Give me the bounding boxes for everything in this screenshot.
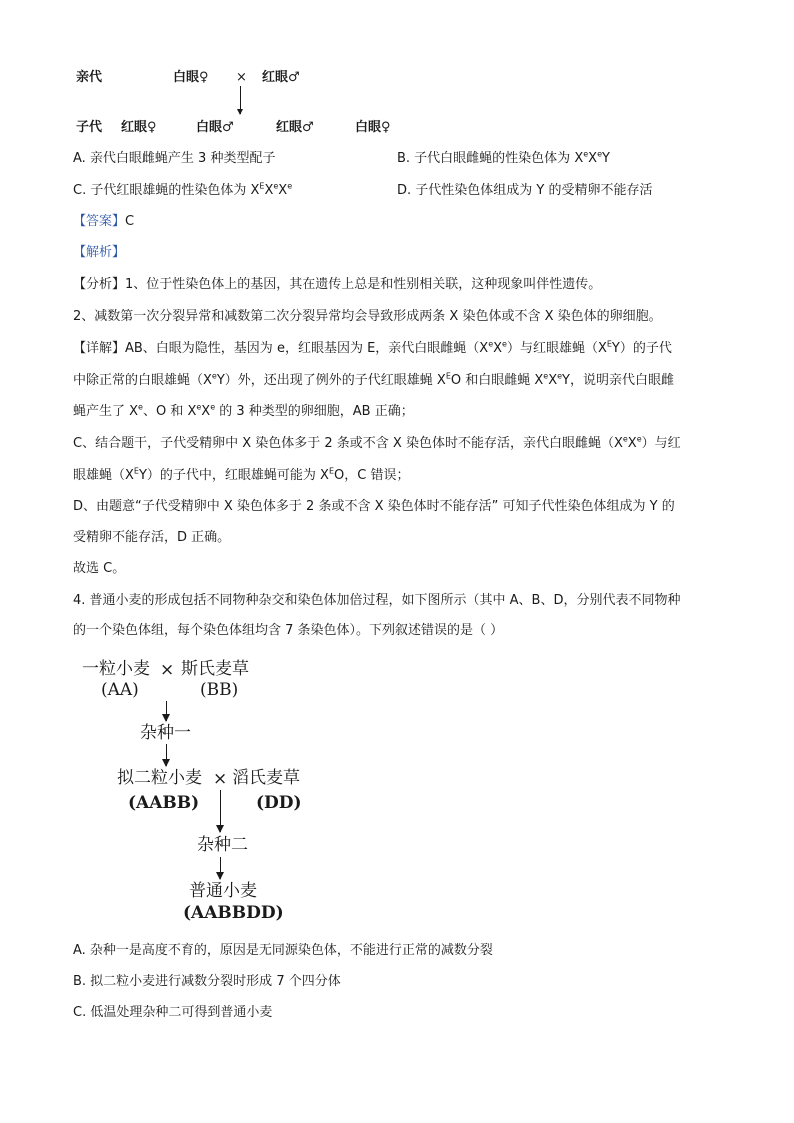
offspring-item: 白眼♀	[355, 120, 391, 135]
offspring-item: 白眼♂	[196, 120, 234, 135]
analysis-line-1: 【分析】1、位于性染色体上的基因，其在遗传上总是和性别相关联，这种现象叫伴性遗传。	[73, 277, 602, 292]
cross-arrow	[240, 86, 241, 114]
q4-option-c: C. 低温处理杂种二可得到普通小麦	[73, 1005, 273, 1020]
answer-label: 【答案】	[73, 214, 126, 229]
q3-option-d: D. 子代性染色体组成为 Y 的受精卵不能存活	[397, 183, 653, 198]
answer	[73, 213, 134, 231]
detail-line-1: 【详解】AB、白眼为隐性，基因为 e，红眼基因为 E，亲代白眼雌蝇（XeXe）与红眼雄蝇$(X^EY)$的子代	[73, 339, 672, 356]
q3-option-b: B. 子代白眼雌蝇的性染色体为 XeXeY	[397, 149, 610, 166]
analysis-label: 【解析】	[73, 245, 126, 260]
cross-symbol: ×	[236, 70, 247, 85]
genome-bb: (BB)	[200, 680, 239, 700]
diagram-arrow	[166, 701, 167, 721]
detail-line-7: 受精卵不能存活，D 正确。	[73, 530, 231, 545]
species-common-wheat: 普通小麦	[189, 881, 257, 901]
detail-line-3: 蝇产生了 Xe、O 和 XeXe 的 3 种类型的卵细胞，AB 正确；	[73, 402, 414, 419]
detail-line-2: 中除正常的白眼雄蝇（XeY）外，还出现了例外的子代红眼雄蝇 $X^EO$ 和白眼雌蝇 XeXeY，说明亲代白眼雌	[73, 371, 674, 388]
q3-option-a: A. 亲代白眼雌蝇产生 3 种类型配子	[73, 151, 276, 166]
q3-option-c: C. 子代红眼雄蝇的性染色体为 $X^EXeXe$	[73, 181, 293, 198]
parent-female: 白眼♀	[173, 70, 209, 85]
offspring-item: 红眼♀	[121, 120, 157, 135]
diagram-arrow	[166, 744, 167, 766]
hybrid-two: 杂种二	[197, 835, 248, 855]
q4-option-b: B. 拟二粒小麦进行减数分裂时形成 7 个四分体	[73, 974, 341, 989]
parent-male: 红眼♂	[262, 70, 300, 85]
offspring-generation-label: 子代	[76, 120, 103, 135]
parent-generation-label: 亲代	[76, 70, 103, 85]
q4-stem-line-1: 4. 普通小麦的形成包括不同物种杂交和染色体加倍过程，如下图所示（其中 A、B、D，分别代表不同物种	[73, 593, 681, 608]
diagram-arrow	[220, 857, 221, 879]
genome-aabbdd: (AABBDD)	[183, 903, 284, 923]
species-emmer: 拟二粒小麦	[117, 768, 202, 788]
diagram-arrow	[220, 790, 221, 832]
q4-option-a: A. 杂种一是高度不育的，原因是无同源染色体，不能进行正常的减数分裂	[73, 943, 493, 958]
genome-dd: (DD)	[256, 793, 302, 813]
genome-aa: (AA)	[101, 680, 139, 700]
answer-value: C	[125, 214, 135, 229]
detail-line-6: D、由题意“子代受精卵中 X 染色体多于 2 条或不含 X 染色体时不能存活” 可知子代性染色体组成为 Y 的	[73, 499, 675, 514]
species-goatgrass-b: 斯氏麦草	[181, 659, 249, 679]
cross-symbol: ×	[160, 660, 175, 680]
genome-aabb: (AABB)	[128, 793, 200, 813]
offspring-item: 红眼♂	[276, 120, 314, 135]
cross-symbol: ×	[213, 769, 228, 789]
q4-stem-line-2: 的一个染色体组，每个染色体组均含 7 条染色体）。下列叙述错误的是（ ）	[73, 623, 504, 638]
detail-line-5: 眼雄蝇$(X^EY)$的子代中，红眼雄蝇可能为 $X^EO$，C 错误；	[73, 466, 410, 483]
species-goatgrass-d: 滔氏麦草	[232, 768, 300, 788]
analysis-line-2: 2、减数第一次分裂异常和减数第二次分裂异常均会导致形成两条 X 染色体或不含 X 染色体的卵细胞。	[73, 309, 662, 324]
hybrid-one: 杂种一	[140, 723, 191, 743]
detail-line-4: C、结合题干，子代受精卵中 X 染色体多于 2 条或不含 X 染色体时不能存活，亲代白眼雌蝇（XeXe）与红	[73, 434, 681, 451]
species-einkorn: 一粒小麦	[82, 659, 150, 679]
conclusion: 故选 C。	[73, 561, 126, 576]
